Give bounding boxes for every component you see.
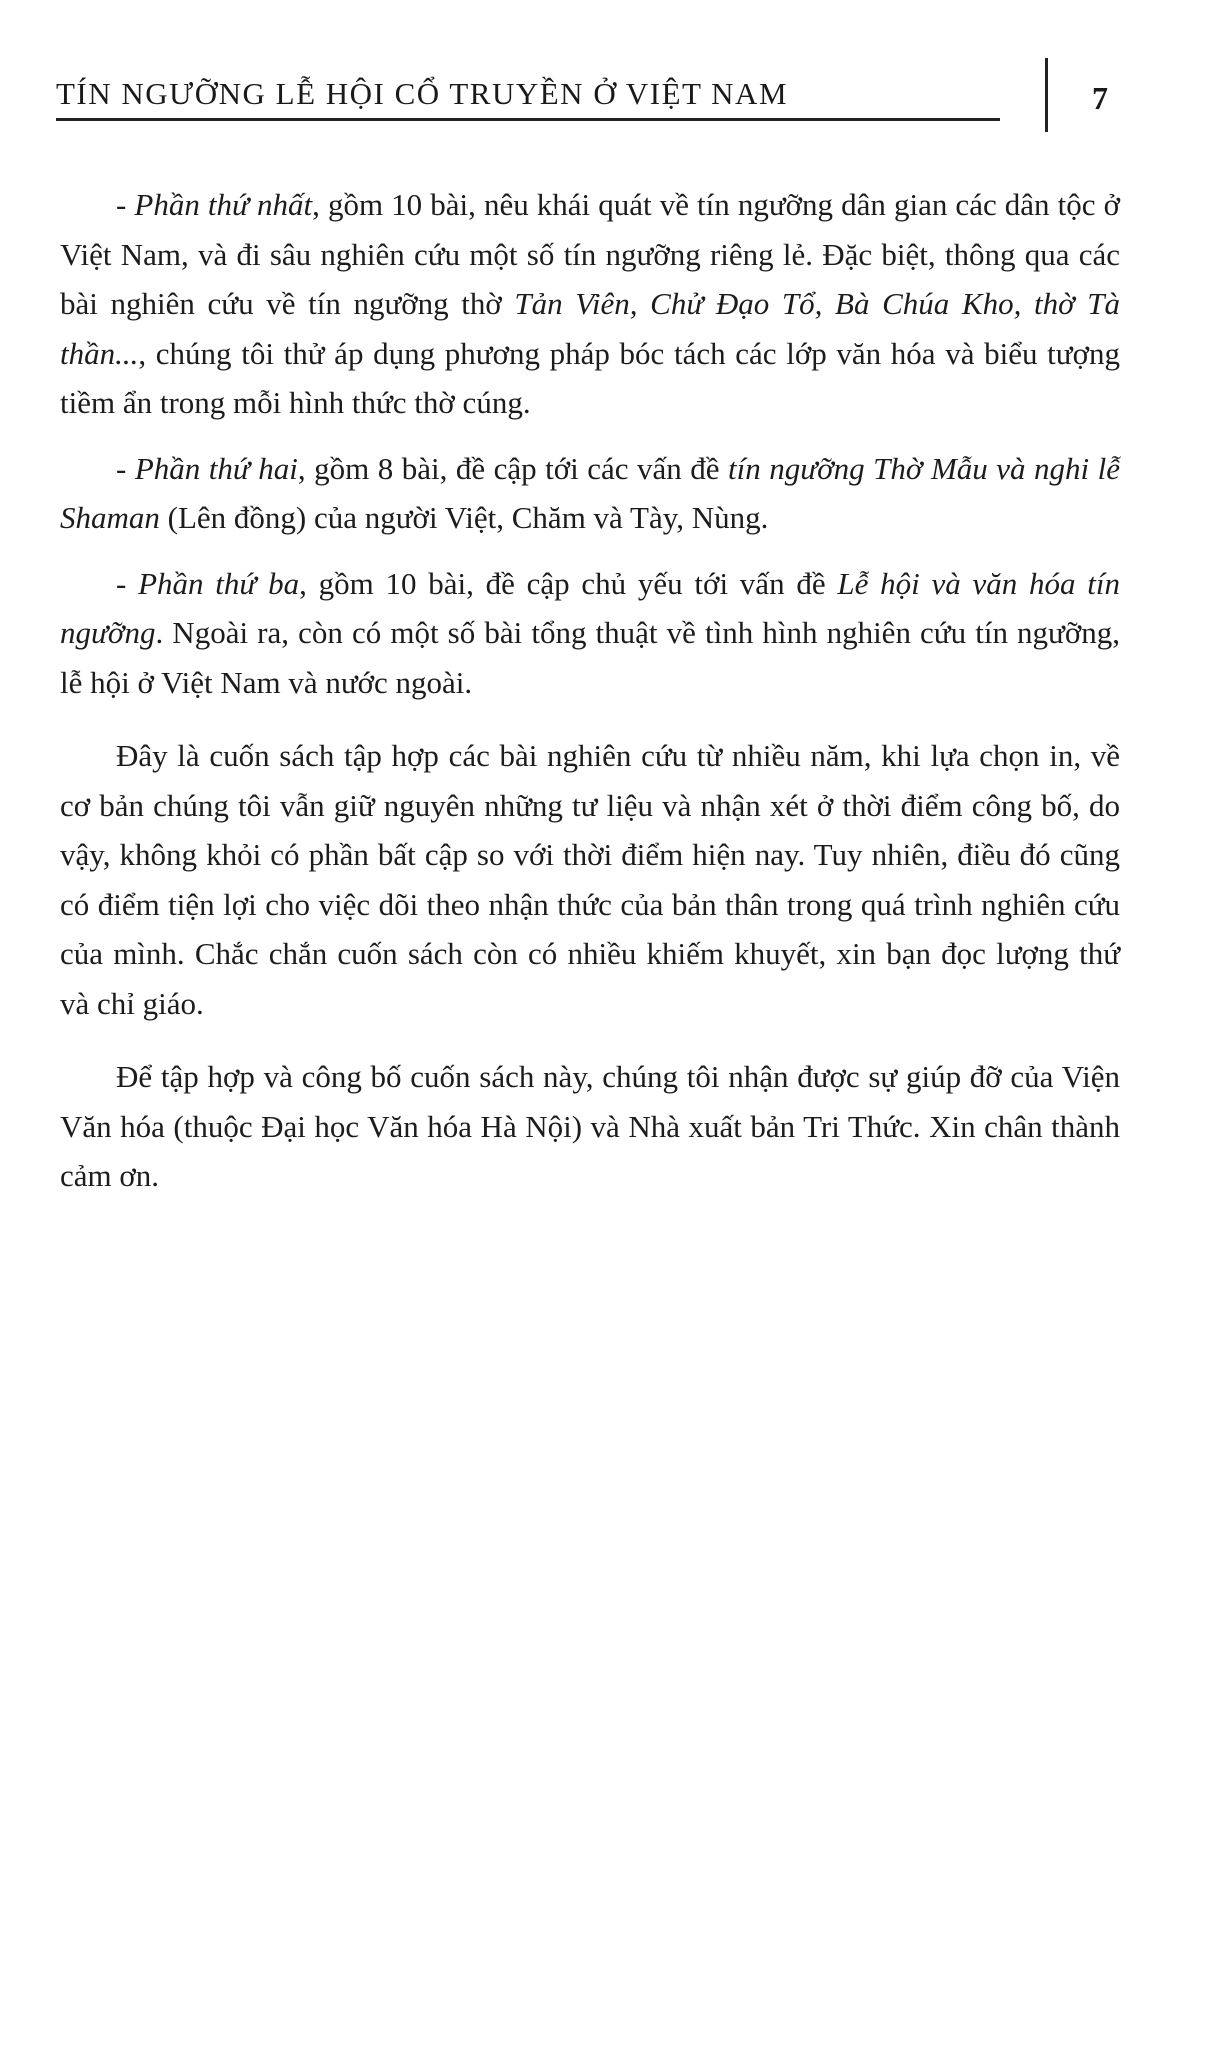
part-one-text-end: , chúng tôi thử áp dụng phương pháp bóc tách các lớp văn hóa và biểu tượng tiềm ẩn trong mỗi hình thức thờ cúng. — [60, 335, 1120, 420]
part-two-text-end: (Lên đồng) của người Việt, Chăm và Tày, Nùng. — [159, 500, 769, 535]
running-header — [56, 76, 1000, 126]
paragraph-part-three — [60, 559, 1120, 708]
page-number: 7 — [1092, 80, 1108, 116]
paragraph-acknowledgement: Để tập hợp và công bố cuốn sách này, chúng tôi nhận được sự giúp đỡ của Viện Văn hóa (thuộc Đại học Văn hóa Hà Nội) và Nhà xuất bản Tri Thức. Xin chân thành cảm ơn. — [60, 1059, 1120, 1193]
list-dash: - — [116, 450, 135, 486]
part-one-name: Phần thứ nhất — [134, 187, 313, 222]
part-three-text: , gồm 10 bài, đề cập chủ yếu tới vấn đề — [299, 565, 838, 601]
part-three-text-end: . Ngoài ra, còn có một số bài tổng thuật về tình hình nghiên cứu tín ngưỡng, lễ hội ở Việt Nam và nước ngoài. — [60, 615, 1120, 700]
running-header-title: TÍN NGƯỠNG LỄ HỘI CỔ TRUYỀN Ở VIỆT NAM — [56, 76, 789, 111]
part-one-text: , gồm 10 bài, nêu khái quát về tín ngưỡng dân gian các dân tộc ở Việt Nam, và đi sâu nghiên cứu một số tín ngưỡng riêng lẻ. Đặc biệt, thông qua các bài nghiên cứu về tín ngưỡng thờ — [60, 187, 1120, 321]
part-two-italic-topic: tín ngưỡng Thờ Mẫu và nghi lễ Shaman — [60, 450, 1121, 535]
part-three-name: Phần thứ ba — [138, 565, 300, 601]
part-one-italic-list: Tản Viên, Chử Đạo Tổ, Bà Chúa Kho, thờ Tà thần... — [60, 286, 1120, 371]
part-three-italic-topic: Lễ hội và văn hóa tín ngưỡng — [60, 565, 1121, 650]
header-rule — [56, 118, 1000, 121]
part-two-text: , gồm 8 bài, đề cập tới các vấn đề — [297, 450, 729, 486]
paragraph-collection-note: Đây là cuốn sách tập hợp các bài nghiên cứu từ nhiều năm, khi lựa chọn in, về cơ bản chúng tôi vẫn giữ nguyên những tư liệu và nhận xét ở thời điểm công bố, do vậy, không khỏi có phần bất cập so với thời điểm hiện nay. Tuy nhiên, điều đó cũng có điểm tiện lợi cho việc dõi theo nhận thức của bản thân trong quá trình nghiên cứu của mình. Chắc chắn cuốn sách còn có nhiều khiếm khuyết, xin bạn đọc lượng thứ và chỉ giáo. — [60, 738, 1120, 1021]
part-two-name: Phần thứ hai — [134, 450, 298, 486]
paragraph-part-two — [60, 444, 1120, 543]
header-vertical-bar — [1045, 58, 1048, 132]
body-text — [60, 180, 1120, 1217]
list-dash: - — [116, 565, 139, 601]
list-dash: - — [116, 187, 135, 222]
paragraph-part-one — [60, 180, 1120, 428]
